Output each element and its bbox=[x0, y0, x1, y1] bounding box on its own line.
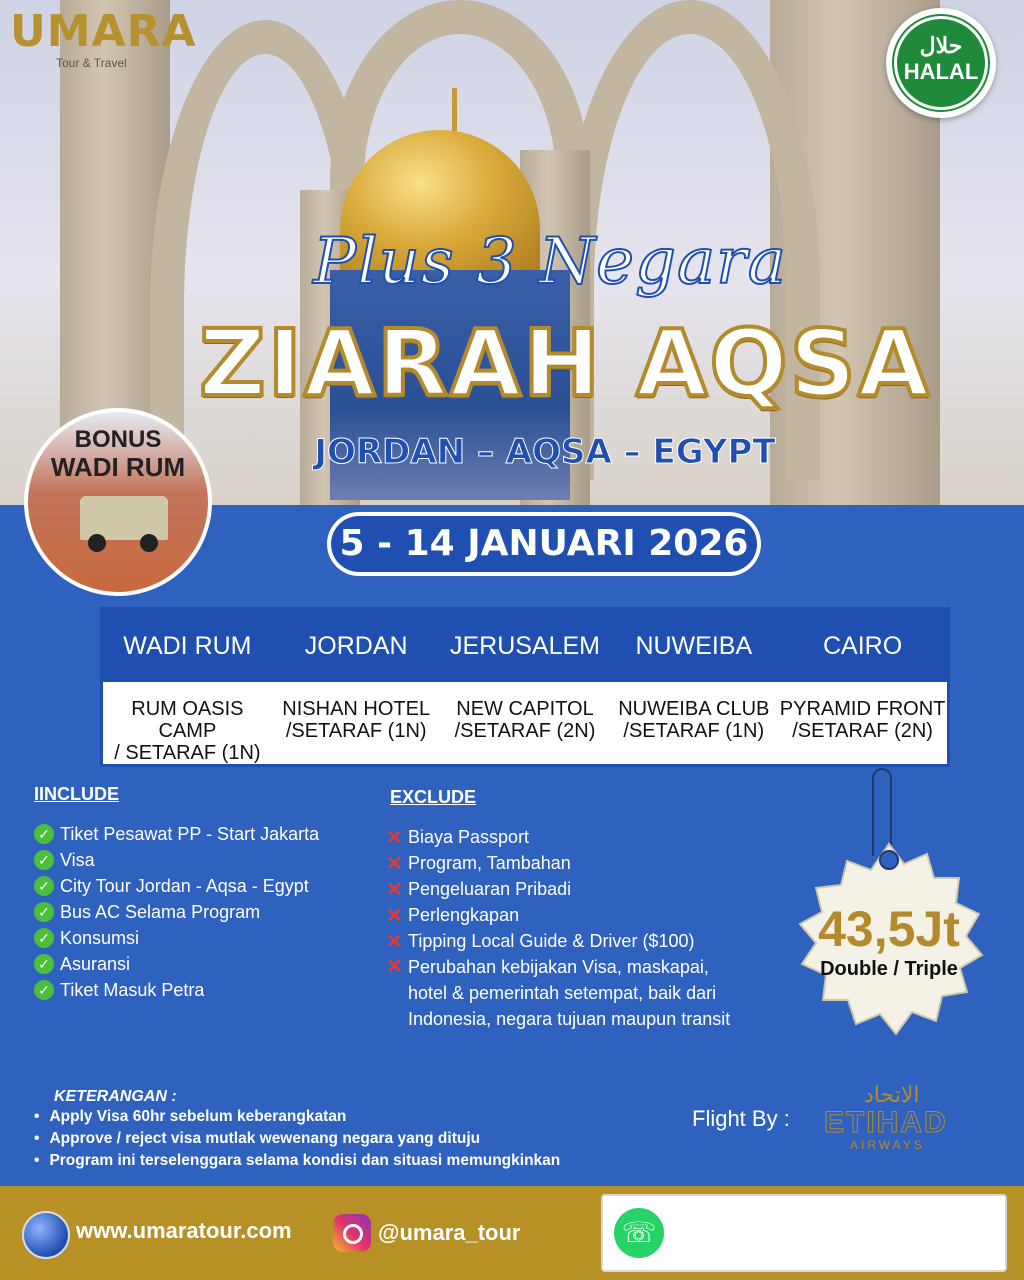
list-item: ✕ Pengeluaran Pribadi bbox=[386, 878, 572, 901]
instagram-link[interactable]: @umara_tour bbox=[378, 1220, 521, 1245]
city-header: JERUSALEM bbox=[449, 632, 601, 660]
list-item: ✓ City Tour Jordan - Aqsa - Egypt bbox=[34, 873, 319, 899]
list-item: ✕ Tipping Local Guide & Driver ($100) bbox=[386, 930, 695, 953]
etihad-sub: AIRWAYS bbox=[850, 1138, 925, 1152]
list-item: • Program ini terselenggara selama kondisi dan situasi memungkinkan bbox=[34, 1152, 560, 1174]
check-icon: ✓ bbox=[34, 980, 54, 1000]
include-list bbox=[34, 821, 319, 1003]
hotel-cell: NUWEIBA CLUB /SETARAF (1N) bbox=[618, 698, 770, 742]
list-item: ✓ Tiket Masuk Petra bbox=[34, 977, 319, 1003]
halal-label: HALAL bbox=[903, 59, 979, 84]
list-item: ✓ Tiket Pesawat PP - Start Jakarta bbox=[34, 821, 319, 847]
notes-title: KETERANGAN : bbox=[54, 1088, 177, 1105]
brand-logo: UMARA bbox=[10, 6, 197, 57]
list-item: ✓ Visa bbox=[34, 847, 319, 873]
instagram-icon[interactable] bbox=[333, 1214, 371, 1252]
hotel-table bbox=[100, 607, 950, 767]
list-item: ✕ Perlengkapan bbox=[386, 904, 520, 927]
list-item: • Approve / reject visa mutlak wewenang negara yang dituju bbox=[34, 1130, 560, 1152]
hotel-cell: NISHAN HOTEL /SETARAF (1N) bbox=[282, 698, 431, 742]
check-icon: ✓ bbox=[34, 954, 54, 974]
city-header: NUWEIBA bbox=[635, 632, 753, 660]
cross-icon: ✕ bbox=[386, 878, 403, 901]
hotel-table-header bbox=[103, 610, 947, 682]
notes-list bbox=[34, 1108, 560, 1174]
subtitle-script: Plus 3 Negara bbox=[313, 225, 787, 299]
cross-icon: ✕ bbox=[386, 956, 403, 978]
check-icon: ✓ bbox=[34, 824, 54, 844]
list-item: ✓ Bus AC Selama Program bbox=[34, 899, 319, 925]
etihad-arabic: الاتحاد bbox=[864, 1082, 920, 1107]
hotel-cell: NEW CAPITOL /SETARAF (2N) bbox=[454, 698, 596, 742]
check-icon: ✓ bbox=[34, 928, 54, 948]
list-item: ✕ Program, Tambahan bbox=[386, 852, 571, 875]
include-title: IINCLUDE bbox=[34, 784, 119, 804]
list-item: ✓ Asuransi bbox=[34, 951, 319, 977]
halal-arabic: حلال bbox=[919, 33, 963, 58]
etihad-logo bbox=[824, 1082, 970, 1154]
hotel-table-row bbox=[103, 682, 947, 764]
bonus-destination: WADI RUM bbox=[50, 452, 186, 482]
date-badge bbox=[327, 512, 761, 576]
city-header: CAIRO bbox=[822, 632, 903, 660]
etihad-name: ETIHAD bbox=[824, 1106, 948, 1139]
list-item: • Apply Visa 60hr sebelum keberangkatan bbox=[34, 1108, 560, 1130]
trip-date: 5 - 14 JANUARI 2026 bbox=[331, 516, 757, 572]
check-icon: ✓ bbox=[34, 876, 54, 896]
globe-icon bbox=[22, 1211, 70, 1259]
page-title: ZIARAH AQSA bbox=[198, 310, 932, 417]
check-icon: ✓ bbox=[34, 850, 54, 870]
brand-tagline: Tour & Travel bbox=[56, 56, 127, 70]
bonus-label: BONUS bbox=[74, 426, 162, 453]
city-header: WADI RUM bbox=[123, 632, 252, 660]
flight-by-label: Flight By : bbox=[692, 1106, 790, 1131]
price-value: 43,5Jt bbox=[818, 901, 960, 957]
cross-icon: ✕ bbox=[386, 852, 403, 875]
halal-badge bbox=[886, 8, 996, 118]
whatsapp-icon[interactable]: ☏ bbox=[614, 1208, 664, 1258]
list-item: ✕ Biaya Passport bbox=[386, 826, 530, 849]
cross-icon: ✕ bbox=[386, 930, 403, 953]
city-header: JORDAN bbox=[304, 632, 408, 660]
cross-icon: ✕ bbox=[386, 904, 403, 927]
exclude-title: EXCLUDE bbox=[390, 787, 477, 807]
hotel-cell: PYRAMID FRONT /SETARAF (2N) bbox=[779, 698, 946, 742]
cross-icon: ✕ bbox=[386, 826, 403, 849]
exclude-list bbox=[386, 824, 730, 1032]
route-title: JORDAN – AQSA – EGYPT bbox=[314, 432, 776, 472]
price-tag bbox=[790, 842, 988, 1040]
list-item: ✓ Konsumsi bbox=[34, 925, 319, 951]
jeep-image bbox=[80, 496, 168, 540]
bonus-badge bbox=[24, 408, 212, 596]
price-room-type: Double / Triple bbox=[820, 958, 958, 980]
website-link[interactable]: www.umaratour.com bbox=[76, 1218, 292, 1243]
check-icon: ✓ bbox=[34, 902, 54, 922]
hotel-cell: RUM OASIS CAMP / SETARAF (1N) bbox=[114, 698, 261, 764]
list-item: ✕ Perubahan kebijakan Visa, maskapai, hotel & pemerintah setempat, baik dari Indonesia, negara tujuan maupun transit bbox=[386, 956, 731, 1029]
